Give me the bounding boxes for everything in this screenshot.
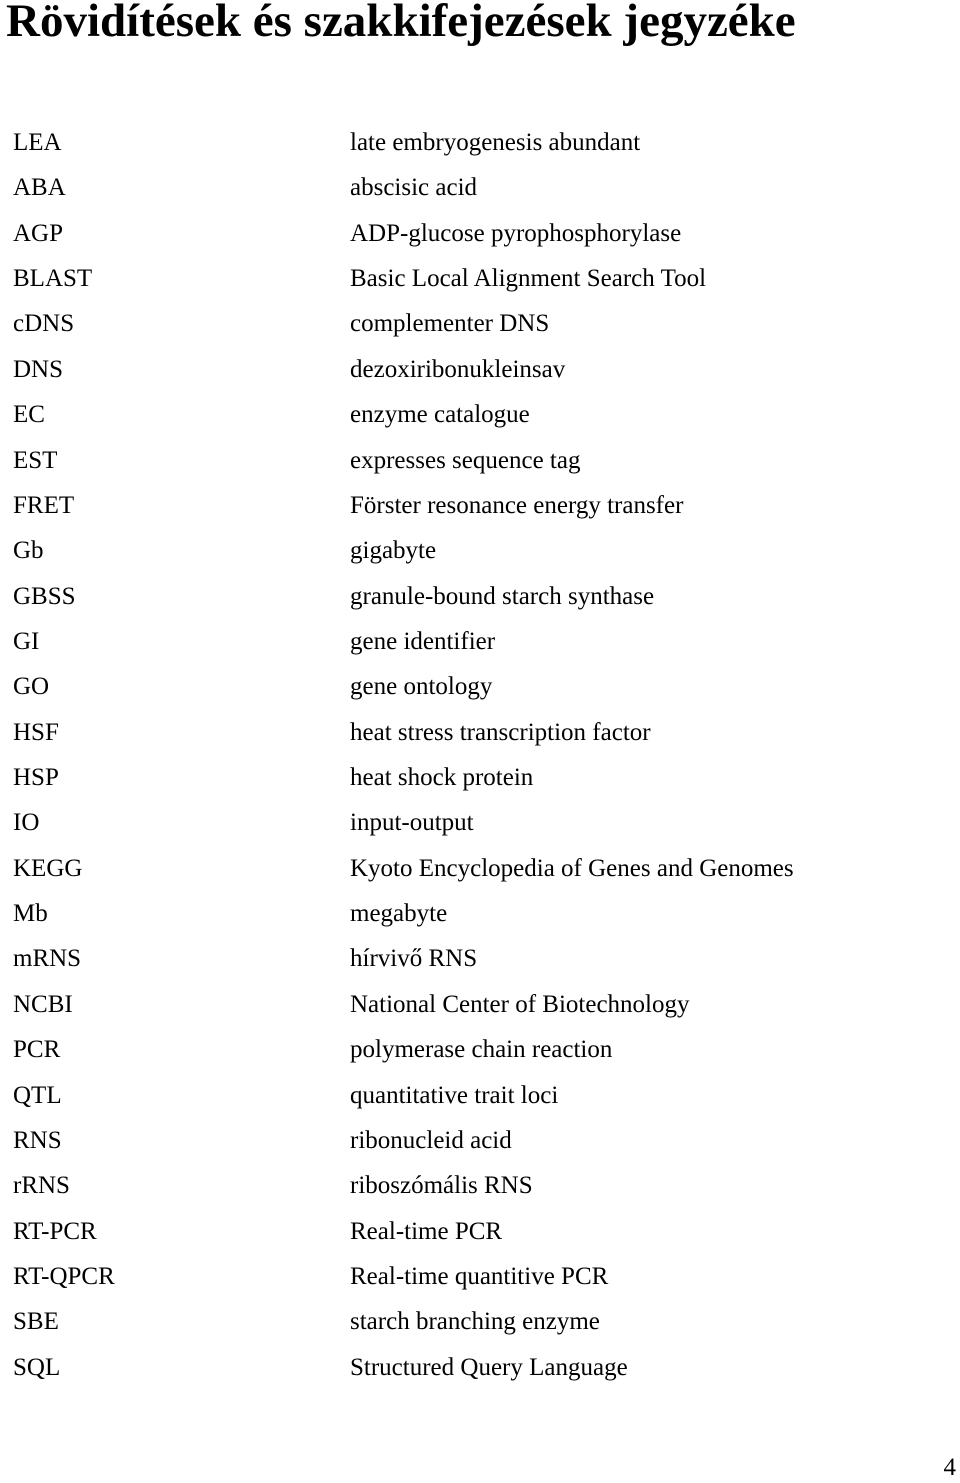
abbreviation-list [13,120,913,1390]
abbreviation-term: KEGG [13,854,83,882]
abbreviation-term: DNS [13,355,64,383]
list-item [13,891,913,936]
abbreviation-term: EST [13,446,58,474]
list-item [13,1163,913,1208]
abbreviation-term: rRNS [13,1172,70,1200]
abbreviation-definition: Real-time quantitive PCR [350,1262,609,1290]
abbreviation-definition: ribonucleid acid [350,1126,512,1154]
abbreviation-definition: National Center of Biotechnology [350,990,690,1018]
list-item [13,664,913,709]
abbreviation-definition: starch branching enzyme [350,1308,600,1336]
abbreviation-definition: late embryogenesis abundant [350,129,641,156]
list-item [13,120,913,165]
abbreviation-definition: heat stress transcription factor [350,718,651,746]
abbreviation-term: QTL [13,1081,62,1109]
abbreviation-term: RT-QPCR [13,1262,115,1290]
abbreviation-term: GBSS [13,582,76,610]
abbreviation-term: cDNS [13,310,75,338]
abbreviation-definition: Kyoto Encyclopedia of Genes and Genomes [350,854,794,882]
abbreviation-definition: riboszómális RNS [350,1172,533,1200]
abbreviation-definition: input-output [350,809,474,837]
list-item [13,982,913,1027]
abbreviation-term: RT-PCR [13,1217,97,1245]
list-item [13,165,913,210]
abbreviation-term: GI [13,627,40,655]
page-title: Rövidítések és szakkifejezések jegyzéke [6,0,796,47]
abbreviation-definition: hírvivő RNS [350,945,478,973]
abbreviation-definition: Structured Query Language [350,1353,628,1381]
abbreviation-definition: dezoxiribonukleinsav [350,355,566,383]
abbreviation-definition: Förster resonance energy transfer [350,491,684,519]
list-item [13,755,913,800]
abbreviation-term: LEA [13,129,62,156]
list-item [13,936,913,981]
abbreviation-term: SBE [13,1308,59,1336]
abbreviation-term: AGP [13,219,64,247]
abbreviation-definition: complementer DNS [350,310,550,338]
abbreviation-definition: expresses sequence tag [350,446,581,474]
abbreviation-term: HSP [13,764,59,792]
abbreviation-term: GO [13,673,50,701]
list-item [13,438,913,483]
list-item [13,710,913,755]
abbreviation-definition: ADP-glucose pyrophosphorylase [350,219,682,247]
abbreviation-term: ABA [13,174,66,202]
abbreviation-term: IO [13,809,40,837]
list-item [13,1073,913,1118]
list-item [13,1299,913,1344]
abbreviation-definition: megabyte [350,900,448,928]
list-item [13,256,913,301]
abbreviation-definition: gigabyte [350,537,437,565]
page-number: 4 [943,1454,956,1481]
abbreviation-definition: abscisic acid [350,174,478,202]
abbreviation-definition: gene identifier [350,627,496,655]
list-item [13,1118,913,1163]
list-item [13,392,913,437]
list-item [13,1209,913,1254]
list-item [13,528,913,573]
abbreviation-definition: enzyme catalogue [350,401,530,429]
abbreviation-term: PCR [13,1036,61,1064]
abbreviation-term: Gb [13,537,44,565]
abbreviation-term: NCBI [13,990,73,1018]
abbreviation-definition: Basic Local Alignment Search Tool [350,265,707,293]
abbreviation-definition: quantitative trait loci [350,1081,559,1109]
list-item [13,574,913,619]
abbreviation-term: mRNS [13,945,82,973]
abbreviation-definition: gene ontology [350,673,493,701]
abbreviation-term: RNS [13,1126,62,1154]
list-item [13,347,913,392]
list-item [13,1027,913,1072]
abbreviation-definition: granule-bound starch synthase [350,582,655,610]
abbreviation-term: BLAST [13,265,93,293]
list-item [13,1254,913,1299]
list-item [13,483,913,528]
list-item [13,1345,913,1390]
list-item [13,301,913,346]
list-item [13,619,913,664]
abbreviation-definition: polymerase chain reaction [350,1036,613,1064]
list-item [13,800,913,845]
abbreviation-term: HSF [13,718,59,746]
abbreviation-definition: heat shock protein [350,764,534,792]
abbreviation-term: FRET [13,491,75,519]
abbreviation-term: SQL [13,1353,61,1381]
abbreviation-term: Mb [13,900,48,928]
list-item [13,846,913,891]
abbreviation-term: EC [13,401,45,429]
abbreviation-definition: Real-time PCR [350,1217,503,1245]
list-item [13,211,913,256]
